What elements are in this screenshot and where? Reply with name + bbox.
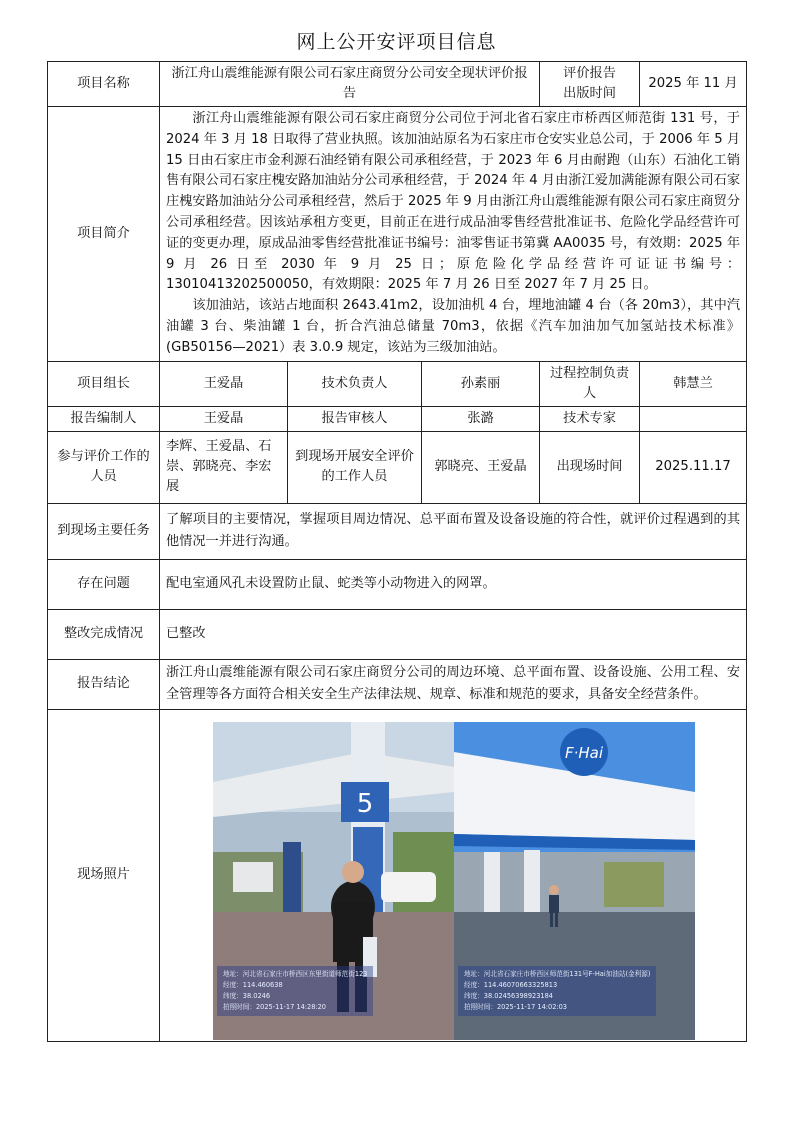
report-date-value: 2025 年 11 月: [640, 62, 747, 107]
expert-label: 技术专家: [540, 406, 640, 431]
issues-label: 存在问题: [48, 559, 160, 609]
page-title: 网上公开安评项目信息: [296, 31, 497, 53]
site-photo-1: [213, 722, 454, 1040]
leader-label: 项目组长: [48, 361, 160, 406]
report-date-label: 评价报告 出版时间: [540, 62, 640, 107]
brand-logo: F·Hai: [564, 744, 604, 763]
intro-paragraph-1: 浙江舟山震维能源有限公司石家庄商贸分公司位于河北省石家庄市桥西区师范街 131 号，于 2024 年 3 月 18 日取得了营业执照。该加油站原名为石家庄市仓安实业总公司，于 2006 年 5 月 15 日由石家庄市金利源石油经销有限公司承租经营，于 2023 年 6 月由耐跑（山东）石油化工销售有限公司石家庄槐安路加油站分公司承租经营，于 2024 年 4 月由浙江爱加满能源有限公司石家庄槐安路加油站分公司承租经营，然后于 2025 年 9 月由浙江舟山震维能源有限公司石家庄商贸分公司承租经营。因该站承租方变更，目前正在进行成品油零售经营批准证书、危险化学品经营许可证的变更办理，原成品油零售经营批准证书编号：油零售证书第冀 AA0035 号，有效期：2025 年 9 月 26 日至 2030 年 9 月 25 日；原危险化学品经营许可证证书编号：13010413202500050，有效期限：2025 年 7 月 26 日至 2027 年 7 月 25 日。: [166, 111, 741, 293]
participants-label: 参与评价工作的人员: [48, 431, 160, 503]
reviewer-label: 报告审核人: [288, 406, 422, 431]
project-name-label: 项目名称: [48, 62, 160, 107]
photo-1-overlay: 地址：河北省石家庄市桥西区东里街道师范街123 经度：114.460638 纬度：38.0246 拍照时间：2025-11-17 14:28:20: [217, 966, 373, 1016]
rectification-label: 整改完成情况: [48, 609, 160, 659]
process-lead-label: 过程控制负责人: [540, 361, 640, 406]
rectification-value: 已整改: [160, 609, 747, 659]
onsite-staff-value: 郭晓亮、王爱晶: [422, 431, 540, 503]
reviewer-value: 张潞: [422, 406, 540, 431]
onsite-time-value: 2025.11.17: [640, 431, 747, 503]
project-name-value: 浙江舟山震维能源有限公司石家庄商贸分公司安全现状评价报告: [160, 62, 540, 107]
intro-label: 项目简介: [48, 107, 160, 362]
info-table: [47, 61, 747, 1042]
photos-label: 现场照片: [48, 709, 160, 1041]
site-photo-2: [454, 722, 695, 1040]
onsite-staff-label: 到现场开展安全评价的工作人员: [288, 431, 422, 503]
leader-value: 王爱晶: [160, 361, 288, 406]
author-value: 王爱晶: [160, 406, 288, 431]
pump-number: 5: [356, 789, 374, 820]
process-lead-value: 韩慧兰: [640, 361, 747, 406]
intro-value: [160, 107, 747, 362]
onsite-time-label: 出现场时间: [540, 431, 640, 503]
intro-paragraph-2: 该加油站，该站占地面积 2643.41m2，设加油机 4 台，埋地油罐 4 台（各 20m3），其中汽油罐 3 台、柴油罐 1 台，折合汽油总储量 70m3，依据《汽车加油加气加氢站技术标准》(GB50156—2021）表 3.0.9 规定，该站为三级加油站。: [166, 298, 741, 355]
task-label: 到现场主要任务: [48, 503, 160, 559]
participants-value: 李辉、王爱晶、石崇、郭晓亮、李宏展: [160, 431, 288, 503]
photos-cell: [160, 709, 747, 1041]
tech-lead-label: 技术负责人: [288, 361, 422, 406]
author-label: 报告编制人: [48, 406, 160, 431]
conclusion-value: 浙江舟山震维能源有限公司石家庄商贸分公司的周边环境、总平面布置、设备设施、公用工程、安全管理等各方面符合相关安全生产法律法规、规章、标准和规范的要求，具备安全经营条件。: [160, 659, 747, 709]
issues-value: 配电室通风孔未设置防止鼠、蛇类等小动物进入的网罩。: [160, 559, 747, 609]
task-value: 了解项目的主要情况，掌握项目周边情况、总平面布置及设备设施的符合性，就评价过程遇到的其他情况一并进行沟通。: [160, 503, 747, 559]
photo-2-overlay: 地址：河北省石家庄市桥西区师范街131号F-Hai加油站(金利源) 经度：114.46070663325813 纬度：38.02456398923184 拍照时间：2025-11-17 14:02:03: [458, 966, 656, 1016]
tech-lead-value: 孙素丽: [422, 361, 540, 406]
conclusion-label: 报告结论: [48, 659, 160, 709]
expert-value: [640, 406, 747, 431]
